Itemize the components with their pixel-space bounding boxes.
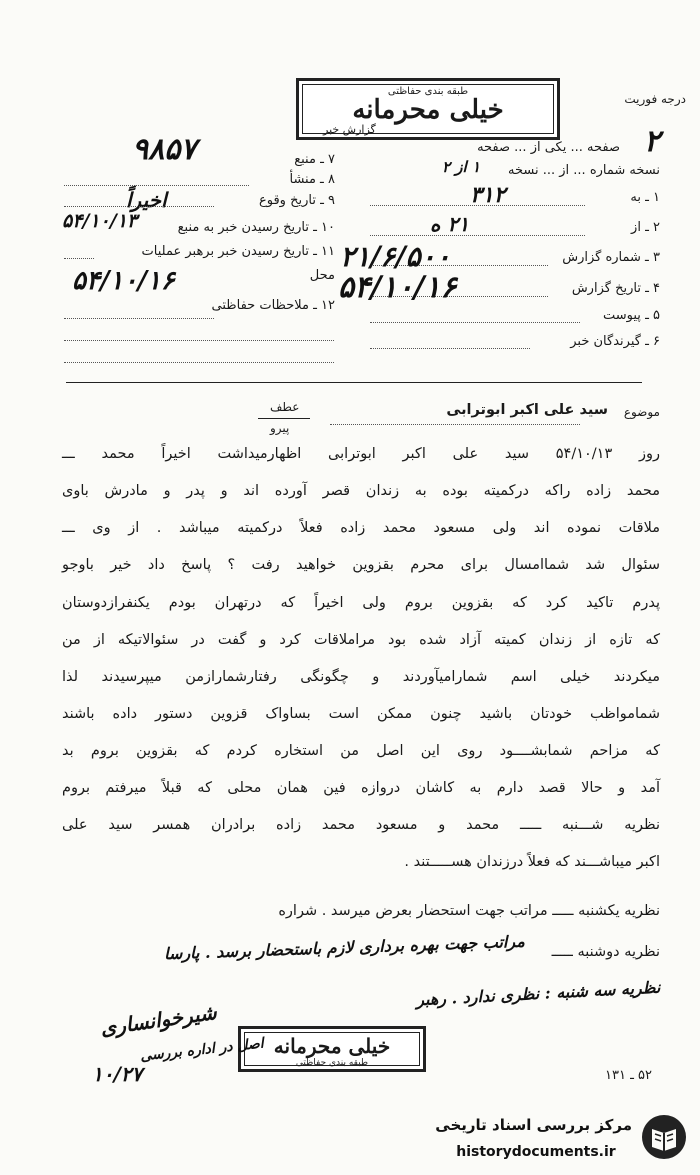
bottom-left-date-handwritten: ۱۰/۲۷ (92, 1062, 143, 1086)
body-line-6: که تازه از زندان کمیته آزاد شده بود مراملاقات کرد و گفت در سئوالاتیکه از من (62, 632, 660, 648)
bottom-classification-stamp (238, 1026, 426, 1072)
report-number-value: ۲۱/۶/۵۰۰ (340, 240, 451, 273)
field-event-date: ۹ ـ تاریخ وقوع (258, 193, 335, 208)
field-received-source: ۱۰ ـ تاریخ رسیدن خبر به منبع (177, 220, 335, 235)
copy-number-value: ۱ از ۲ (442, 158, 480, 176)
field-location: محل (309, 268, 335, 283)
watermark-title: مرکز بررسی اسناد تاریخی (435, 1116, 632, 1134)
body-line-9: که مزاحم شمابشــــود روی این اصل من استخاره کردم که بقزوین بروم بد (62, 743, 660, 759)
opinion-monday-handwritten: مراتب جهت بهره برداری لازم باستحضار برسد . پارسا (163, 931, 526, 964)
body-line-2: محمد زاده راکه درکمیته بوده به زندان قصر آورده اند و پدر و مادرش باوی (62, 483, 660, 499)
field-report-date: ۴ ـ تاریخ گزارش (571, 281, 660, 296)
body-line-10: آمد و حالا قصد دارم به کاشان دروازه فین همان محلی که قبلاً میرفتم بروم (62, 780, 660, 796)
field-from: ۲ ـ از (631, 220, 660, 235)
peyro-label: پیرو (270, 421, 290, 435)
bottom-stamp-label: طبقه بندی حفاظتی (295, 1058, 369, 1068)
classification-stamp (296, 78, 560, 140)
field-attachment: ۵ ـ پیوست (603, 308, 660, 323)
report-text-label: گزارش خبر (323, 123, 376, 136)
classification-label: طبقه بندی حفاظتی (387, 86, 469, 97)
body-line-11: نظریه شـــنبه ـــــ محمد و مسعود محمد زاده برادران همسر سید علی (62, 817, 660, 833)
opinion-monday-label: نظریه دوشنبه ـــــ (551, 944, 660, 960)
source-number: ۹۸۵۷ (132, 132, 197, 167)
field-source: ۷ ـ منبع (294, 152, 335, 167)
watermark-url: historydocuments.ir (456, 1144, 616, 1160)
classification-stamp-text: خیلی محرمانه (352, 95, 504, 125)
header-divider (66, 382, 642, 383)
field-recipients: ۶ ـ گیرندگان خبر (570, 334, 660, 349)
page-number-handwritten: ۲ (643, 124, 660, 159)
atf-label: عطف (270, 400, 300, 414)
field-origin: ۸ ـ منشأ (289, 172, 335, 187)
body-line-7: میکردند خیلی اسم شمارامیآوردند و چگونگی رفتارشمارازمن میپرسیدند لذا (62, 669, 660, 685)
field-report-number: ۳ ـ شماره گزارش (562, 250, 660, 265)
priority-label: درجه فوریت (624, 92, 686, 106)
opinion-sunday: نظریه یکشنبه ـــــ مراتب جهت استحضار بعرض میرسد . شراره (278, 903, 660, 919)
bottom-left-note-handwritten: اصل در اداره بررسی (139, 1035, 265, 1065)
body-line-4: سئوال شد شماامسال برای محرم بقزوین خواهید رفت ؟ پاسخ داد خیر باوجو (62, 557, 660, 573)
from-value: ۲۱ ه (430, 212, 469, 236)
book-logo-icon (640, 1113, 688, 1161)
field-to: ۱ ـ به (630, 190, 660, 205)
body-line-3: ملاقات نموده اند ولی مسعود محمد زاده فعلاً درکمیته میباشد . از وی ـــ (62, 520, 660, 536)
body-line-5: پدرم تاکید کرد که بقزوین بروم ولی اخیراً که درتهران بودم یکنفرازدوستان (62, 595, 660, 611)
field-page-of: صفحه ... یکی از ... صفحه (477, 140, 620, 155)
subject-label: موضوع (623, 405, 660, 419)
bottom-stamp-text: خیلی محرمانه (273, 1034, 391, 1058)
event-date-value: اخیراً (126, 188, 167, 212)
subject-value: سید علی اکبر ابوترابی (446, 402, 608, 418)
signature-handwritten: شیرخوانساری (98, 999, 219, 1041)
form-code: ۵۲ ـ ۱۳۱ (605, 1068, 652, 1083)
body-line-12: اکبر میباشـــند که فعلاً درزندان هســـــتند . (404, 854, 660, 870)
received-source-date: ۵۴/۱۰/۱۳ (62, 210, 138, 232)
field-security-notes: ۱۲ ـ ملاحظات حفاظتی (211, 298, 335, 313)
opinion-tuesday-handwritten: نظریه سه شنبه : نظری ندارد . رهبر (415, 977, 661, 1010)
field-received-leader: ۱۱ ـ تاریخ رسیدن خبر برهبر عملیات (141, 244, 335, 259)
to-value: ۳۱۲ (470, 182, 506, 208)
field-copy-number: نسخه شماره ... از ... نسخه (508, 163, 660, 178)
body-line-8: شمامواظب خودتان باشید چنون ممکن است بساواک قزوین دستور داده باشند (62, 706, 660, 722)
location-date: ۵۴/۱۰/۱۶ (72, 266, 175, 296)
report-date-value: ۵۴/۱۰/۱۶ (338, 270, 457, 305)
body-line-1: روز ۵۴/۱۰/۱۳ سید علی اکبر ابوترابی اظهارمیداشت اخیراً محمد ـــ (62, 446, 660, 462)
